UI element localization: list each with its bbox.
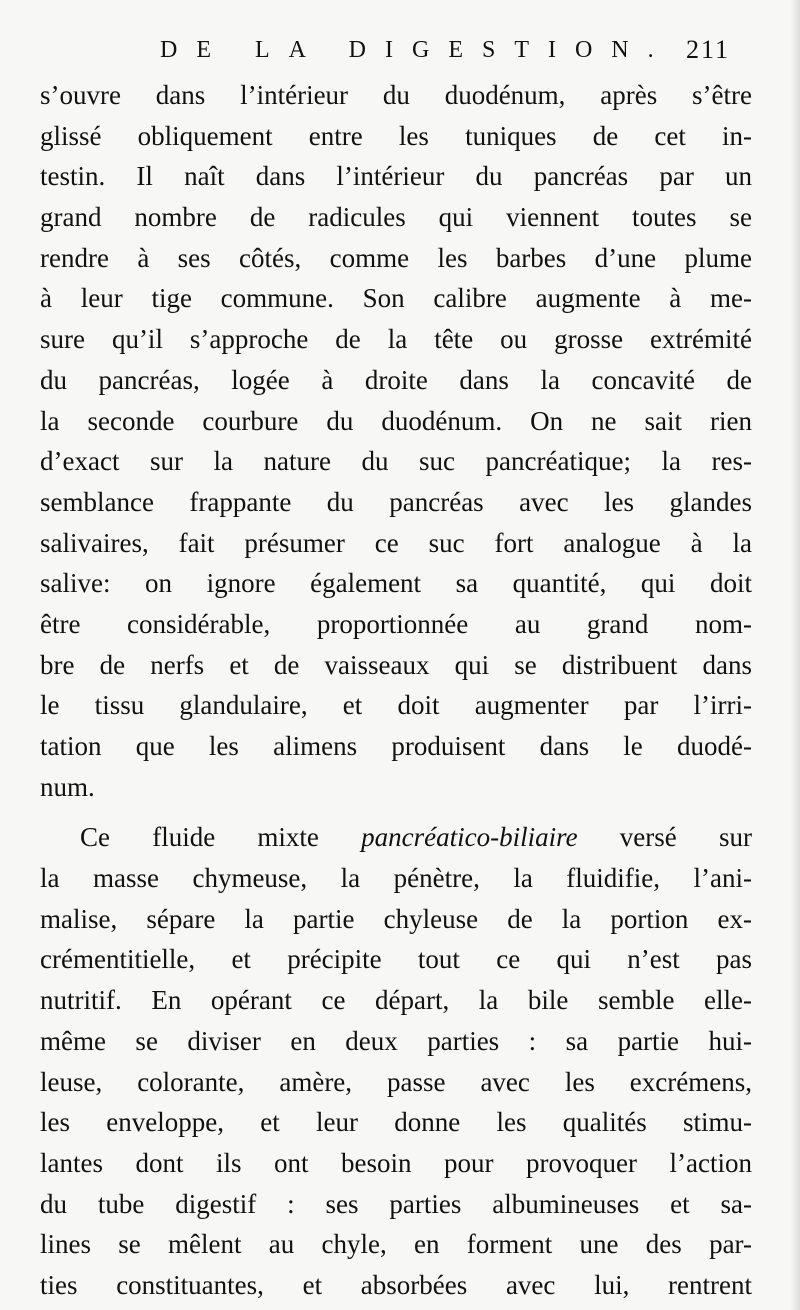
text-line: les enveloppe, et leur donne les qualités stimu- [40,1107,752,1138]
text-line: tation que les alimens produisent dans le duodé- [40,731,752,761]
text-line: salivaires, fait présumer ce suc fort analogue à la [40,527,752,558]
body-text [40,75,752,1306]
text-line: du pancréas, logée à droite dans la concavité de [40,364,752,395]
text-line: s’ouvre dans l’intérieur du duodénum, après s’être [40,80,752,110]
text-line: crémentitielle, et précipite tout ce qui n’est pas [40,944,752,975]
text-line: grand nombre de radicules qui viennent toutes se [40,202,752,233]
text-line: la masse chymeuse, la pénètre, la fluidifie, l’ani- [40,863,752,894]
text-line: du tube digestif : ses parties albumineuses et sa- [40,1188,752,1219]
text-line: d’exact sur la nature du suc pancréatique; la res- [40,446,752,477]
text-line: semblance frappante du pancréas avec les glandes [40,486,752,517]
text-line: rendre à ses côtés, comme les barbes d’une plume [40,242,752,273]
text-line: à leur tige commune. Son calibre augmente à me- [40,283,752,314]
text-line: leuse, colorante, amère, passe avec les excrémens, [40,1066,752,1097]
text-line: lines se mêlent au chyle, en forment une des par- [40,1229,752,1260]
text-line: être considérable, proportionnée au grand nom- [40,608,752,639]
text-line: même se diviser en deux parties : sa partie hui- [40,1025,752,1056]
text-line: nutritif. En opérant ce départ, la bile semble elle- [40,985,752,1016]
italic-term: pancréatico-biliaire [361,822,578,853]
text-line: lantes dont ils ont besoin pour provoquer l’action [40,1147,752,1178]
text-line: num. [40,771,95,802]
text-line: le tissu glandulaire, et doit augmenter par l’irri- [40,690,752,721]
text-line: glissé obliquement entre les tuniques de cet in- [40,120,752,151]
text-line: salive: on ignore également sa quantité, qui doit [40,568,752,599]
page-edge-shadow [790,0,800,1310]
paragraph-first-line [40,817,752,858]
text-run: versé sur [577,822,752,853]
text-line: bre de nerfs et de vaisseaux qui se distribuent dans [40,649,752,680]
text-line: sure qu’il s’approche de la tête ou grosse extrémité [40,324,752,355]
page-number: 211 [686,35,731,64]
running-head [0,30,800,70]
running-title: DE LA DIGESTION. [160,37,673,63]
text-line: ties constituantes, et absorbées avec lui, rentrent [40,1269,752,1300]
text-run: Ce fluide mixte [80,822,362,853]
text-line: malise, sépare la partie chyleuse de la portion ex- [40,903,752,934]
text-line: la seconde courbure du duodénum. On ne sait rien [40,405,752,436]
text-line: testin. Il naît dans l’intérieur du pancréas par un [40,161,752,192]
